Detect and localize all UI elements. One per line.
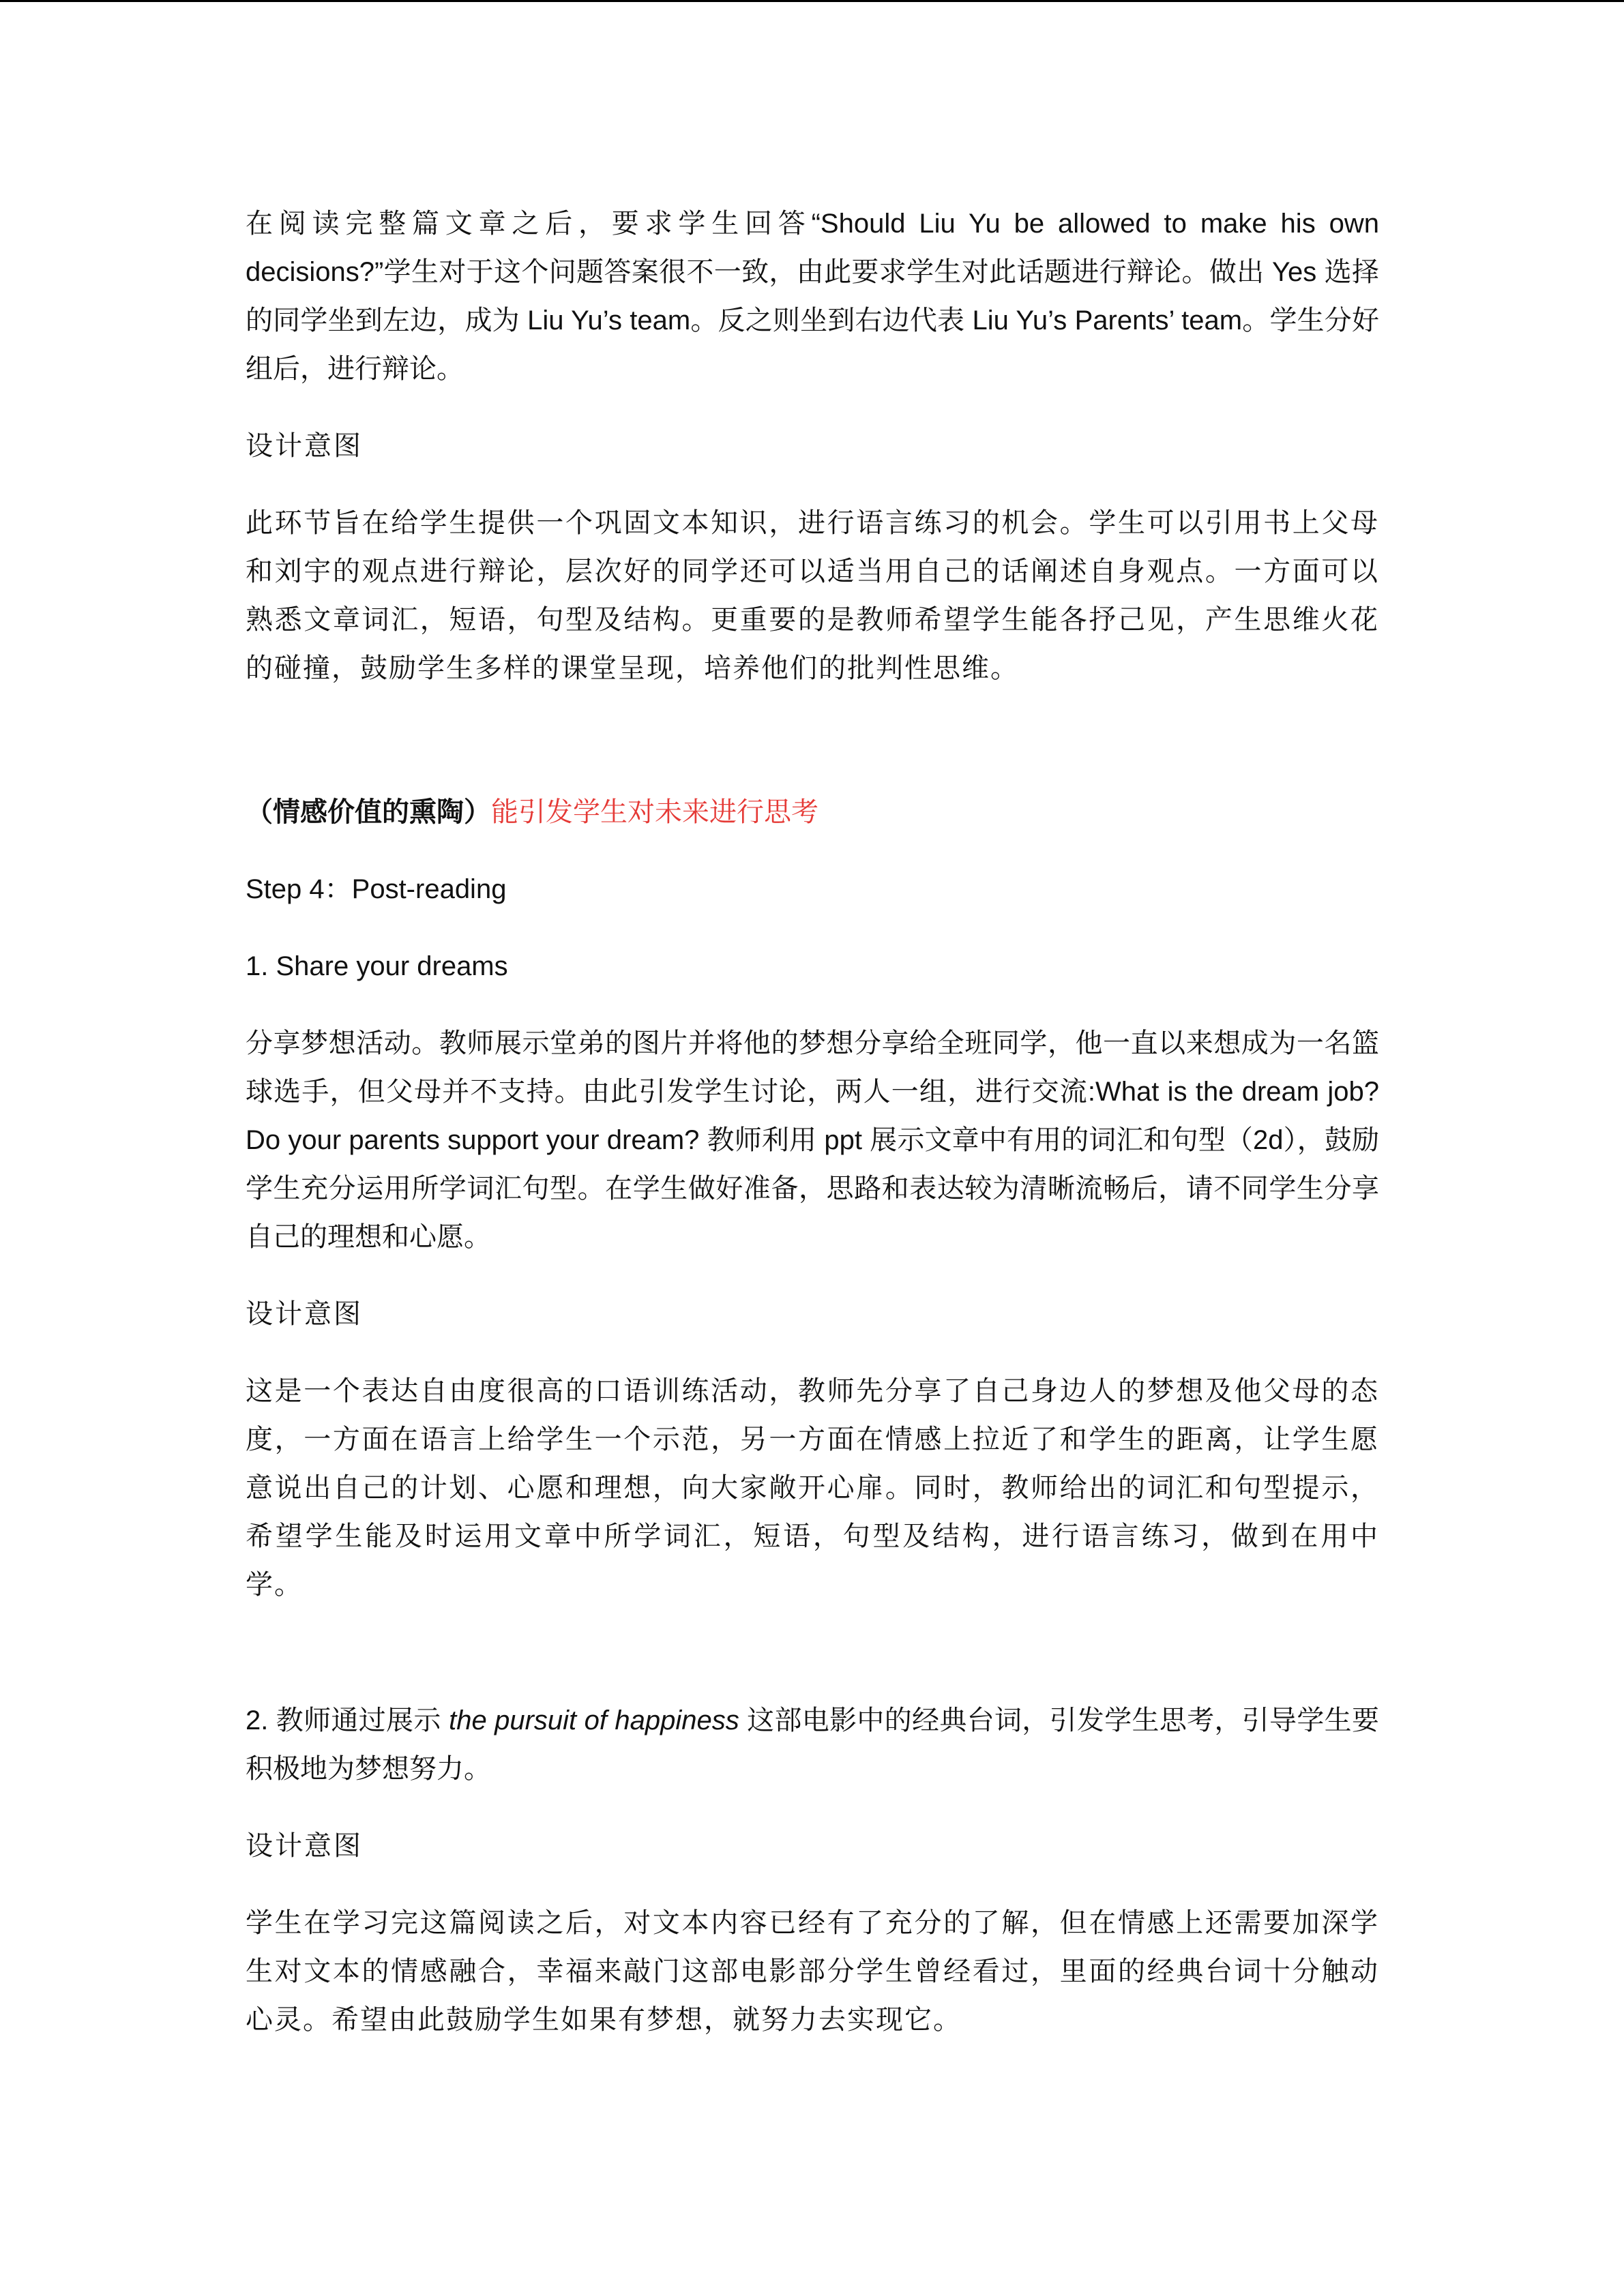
item1-paragraph: 分享梦想活动。教师展示堂弟的图片并将他的梦想分享给全班同学，他一直以来想成为一名篮球选手，但父母并不支持。由此引发学生讨论，两人一组，进行交流:What is the dream job? Do your parents support your dream? 教师利用 ppt 展示文章中有用的词汇和句型（2d），鼓励学生充分运用所学词汇句型。在学生做好准备，思路和表达较为清晰流畅后，请不同学生分享自己的理想和心愿。 <box>246 1028 1379 1252</box>
item1-intent-label: 设计意图 <box>246 1298 363 1330</box>
debate-paragraph: 在阅读完整篇文章之后，要求学生回答“Should Liu Yu be allowed to make his own decisions?”学生对于这个问题答案很不一致，由此要求学生对此话题进行辩论。做出 Yes 选择的同学坐到左边，成为 Liu Yu’s team。反之则坐到右边代表 Liu Yu’s Parents’ team。学生分好组后，进行辩论。 <box>246 209 1379 384</box>
item2-paragraph <box>246 1697 1379 1793</box>
item2-intent-text: 学生在学习完这篇阅读之后，对文本内容已经有了充分的了解，但在情感上还需要加深学生对文本的情感融合，幸福来敲门这部电影部分学生曾经看过，里面的经典台词十分触动心灵。希望由此鼓励学生如果有梦想，就努力去实现它。 <box>246 1907 1379 2036</box>
design-intent-text: 此环节旨在给学生提供一个巩固文本知识，进行语言练习的机会。学生可以引用书上父母和刘宇的观点进行辩论，层次好的同学还可以适当用自己的话阐述自身观点。一方面可以熟悉文章词汇，短语，句型及结构。更重要的是教师希望学生能各抒己见，产生思维火花的碰撞，鼓励学生多样的课堂呈现，培养他们的批判性思维。 <box>246 507 1379 684</box>
section-heading <box>246 788 1379 837</box>
item2-movie-title: the pursuit of happiness <box>449 1705 739 1735</box>
design-intent-label: 设计意图 <box>246 430 363 462</box>
document-body <box>246 200 1379 2044</box>
item2-prefix: 2. 教师通过展示 <box>246 1705 441 1735</box>
item2-suffix: 这部电影中的经典台词，引发学生思考，引导学生要积极地为梦想努力。 <box>246 1705 1379 1784</box>
step-title: Step 4：Post-reading <box>246 874 507 904</box>
heading-red-part: 能引发学生对未来进行思考 <box>491 797 818 827</box>
heading-bold-part: （情感价值的熏陶） <box>246 797 491 827</box>
item1-intent-text: 这是一个表达自由度很高的口语训练活动，教师先分享了自己身边人的梦想及他父母的态度，一方面在语言上给学生一个示范，另一方面在情感上拉近了和学生的距离，让学生愿意说出自己的计划、心愿和理想，向大家敞开心扉。同时，教师给出的词汇和句型提示，希望学生能及时运用文章中所学词汇，短语，句型及结构，进行语言练习，做到在用中学。 <box>246 1375 1379 1600</box>
item1-title: 1. Share your dreams <box>246 951 508 981</box>
item2-intent-label: 设计意图 <box>246 1830 363 1862</box>
